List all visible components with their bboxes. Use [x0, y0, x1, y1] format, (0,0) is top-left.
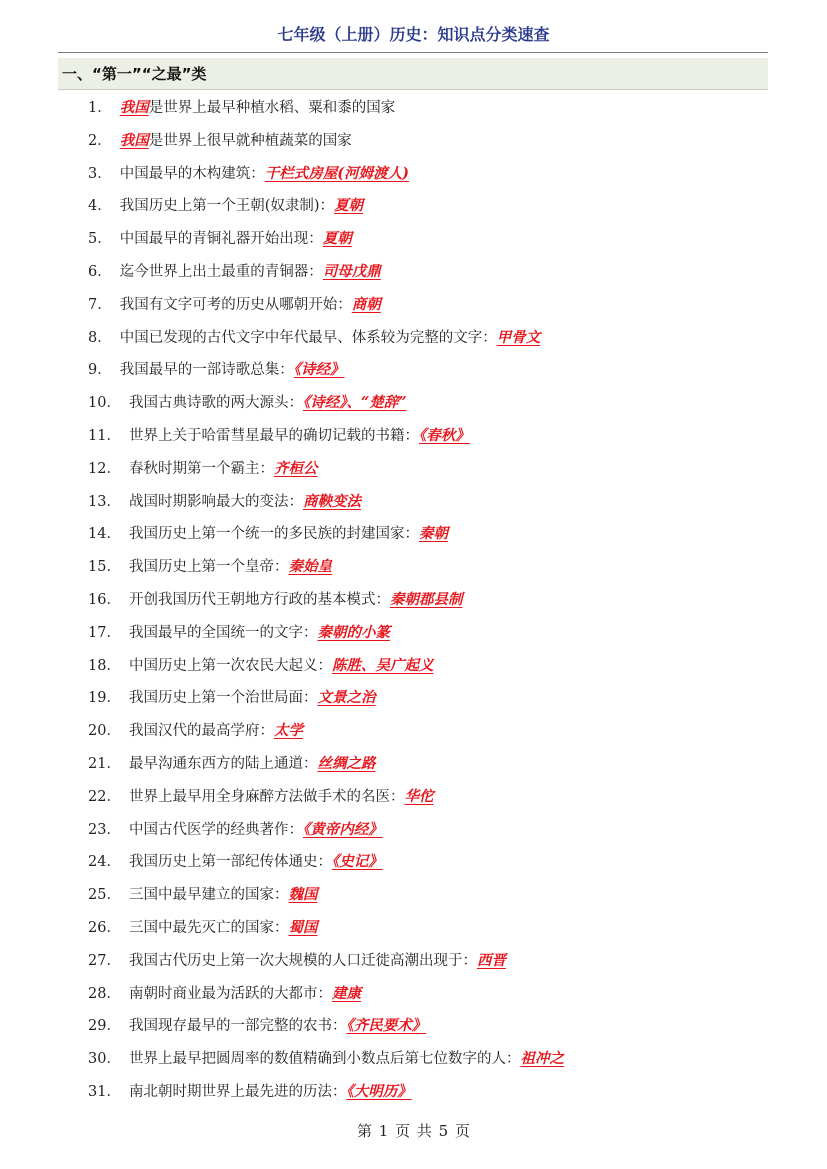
item-answer: 陈胜、吴广起义 — [331, 656, 434, 674]
list-item — [88, 190, 778, 223]
item-answer: 西晋 — [476, 951, 506, 969]
item-answer: 司母戊鼎 — [322, 262, 381, 280]
item-number: 8． — [88, 329, 112, 346]
list-item — [88, 518, 778, 551]
item-question: 世界上最早把圆周率的数值精确到小数点后第七位数字的人： — [128, 1051, 521, 1068]
page-title: 七年级（上册）历史：知识点分类速查 — [277, 25, 550, 44]
list-item — [88, 92, 778, 125]
item-answer: 夏朝 — [322, 230, 352, 248]
item-text: 是世界上最早种植水稻、粟和黍的国家 — [148, 100, 396, 116]
item-number: 26． — [88, 919, 121, 936]
item-number: 17． — [88, 624, 121, 641]
item-number: 20． — [88, 723, 121, 740]
list-item — [88, 256, 778, 289]
item-number: 31． — [88, 1083, 121, 1100]
list-item — [88, 879, 778, 912]
list-item — [88, 420, 778, 453]
item-number: 19． — [88, 690, 121, 707]
item-answer: 《史记》 — [331, 853, 383, 871]
item-question: 中国历史上第一次农民大起义： — [128, 657, 332, 674]
item-answer: 齐桓公 — [273, 459, 318, 477]
item-number: 11． — [88, 427, 121, 444]
item-answer: 《大明历》 — [346, 1082, 412, 1100]
item-number: 13． — [88, 493, 121, 510]
item-question: 三国中最早建立的国家： — [128, 887, 289, 904]
list-item — [88, 650, 778, 683]
list-item — [88, 781, 778, 814]
list-item — [88, 715, 778, 748]
list-item — [88, 846, 778, 879]
list-item — [88, 551, 778, 584]
item-answer: 秦始皇 — [288, 558, 332, 576]
page-number: 第 1 页 共 5 页 — [357, 1122, 470, 1140]
item-number: 18． — [88, 657, 121, 674]
list-item — [88, 584, 778, 617]
item-answer: 蜀国 — [288, 918, 318, 936]
item-answer: 华佗 — [404, 787, 434, 805]
item-number: 4． — [88, 198, 112, 215]
item-question: 中国古代医学的经典著作： — [128, 821, 303, 838]
item-question: 中国已发现的古代文字中年代最早、体系较为完整的文字： — [119, 329, 497, 346]
item-number: 14． — [88, 526, 121, 543]
item-question: 开创我国历代王朝地方行政的基本模式： — [128, 591, 390, 608]
list-item — [88, 453, 778, 486]
item-answer: 建康 — [331, 984, 361, 1002]
item-number: 21． — [88, 755, 121, 772]
item-question: 迄今世界上出土最重的青铜器： — [119, 263, 323, 280]
item-number: 22． — [88, 788, 121, 805]
item-question: 我国最早的一部诗歌总集： — [119, 362, 294, 379]
item-question: 我国历史上第一个治世局面： — [128, 690, 318, 707]
item-number: 24． — [88, 854, 121, 871]
list-item — [88, 158, 778, 191]
list-item — [88, 223, 778, 256]
fact-list — [88, 92, 778, 1109]
list-item — [88, 486, 778, 519]
item-question: 世界上关于哈雷彗星最早的确切记载的书籍： — [128, 427, 419, 444]
item-number: 6． — [88, 263, 112, 280]
item-answer: 干栏式房屋(河姆渡人) — [264, 164, 409, 182]
item-question: 我国历史上第一个皇帝： — [128, 559, 289, 576]
item-question: 我国历史上第一部纪传体通史： — [128, 854, 332, 871]
section-heading: 一、“第一”“之最”类 — [58, 58, 768, 90]
list-item — [88, 322, 778, 355]
list-item — [88, 912, 778, 945]
list-item — [88, 978, 778, 1011]
list-item — [88, 354, 778, 387]
item-answer: 夏朝 — [334, 197, 364, 215]
item-answer: 祖冲之 — [520, 1050, 564, 1068]
item-number: 30． — [88, 1051, 121, 1068]
item-question: 我国古代历史上第一次大规模的人口迁徙高潮出现于： — [128, 952, 477, 969]
item-number: 10． — [88, 395, 121, 412]
item-question: 南朝时商业最为活跃的大都市： — [128, 985, 332, 1002]
item-answer: 秦朝的小篆 — [317, 623, 390, 641]
item-number: 28． — [88, 985, 121, 1002]
list-item — [88, 125, 778, 158]
item-number: 7． — [88, 296, 112, 313]
item-question: 我国最早的全国统一的文字： — [128, 624, 318, 641]
item-number: 23． — [88, 821, 121, 838]
item-answer: 秦朝郡县制 — [389, 590, 463, 608]
list-item — [88, 748, 778, 781]
list-item — [88, 1010, 778, 1043]
item-answer: 丝绸之路 — [317, 754, 376, 772]
item-question: 我国有文字可考的历史从哪朝开始： — [119, 296, 352, 313]
item-question: 我国古典诗歌的两大源头： — [128, 395, 303, 412]
item-question: 南北朝时期世界上最先进的历法： — [128, 1083, 347, 1100]
list-item — [88, 289, 778, 322]
item-number: 9． — [88, 362, 112, 379]
item-number: 27． — [88, 952, 121, 969]
item-question: 我国汉代的最高学府： — [128, 723, 274, 740]
list-item — [88, 945, 778, 978]
item-number: 16． — [88, 591, 121, 608]
item-number: 3． — [88, 165, 112, 182]
item-question: 春秋时期第一个霸主： — [128, 460, 274, 477]
item-answer: 商朝 — [351, 295, 381, 313]
item-answer: 《黄帝内经》 — [302, 820, 383, 838]
item-question: 三国中最先灭亡的国家： — [128, 919, 289, 936]
item-number: 15． — [88, 559, 121, 576]
item-number: 12． — [88, 460, 121, 477]
list-item — [88, 1043, 778, 1076]
list-item — [88, 617, 778, 650]
item-number: 1． — [88, 100, 112, 116]
list-item — [88, 682, 778, 715]
item-answer: 《春秋》 — [418, 426, 470, 444]
item-number: 2． — [88, 132, 112, 149]
item-answer: 我国 — [119, 99, 149, 116]
item-answer: 《诗经》 — [293, 361, 345, 379]
item-answer: 秦朝 — [418, 525, 448, 543]
item-question: 中国最早的木构建筑： — [119, 165, 265, 182]
item-number: 5． — [88, 231, 112, 248]
item-text: 是世界上很早就种植蔬菜的国家 — [148, 132, 352, 149]
title-divider — [58, 52, 768, 53]
item-number: 25． — [88, 887, 121, 904]
item-question: 中国最早的青铜礼器开始出现： — [119, 231, 323, 248]
item-answer: 甲骨文 — [496, 328, 541, 346]
item-answer: 商鞅变法 — [302, 492, 361, 510]
item-question: 我国历史上第一个王朝(奴隶制)： — [119, 198, 335, 215]
item-question: 我国历史上第一个统一的多民族的封建国家： — [128, 526, 419, 543]
item-question: 战国时期影响最大的变法： — [128, 493, 303, 510]
list-item — [88, 1076, 778, 1109]
item-question: 我国现存最早的一部完整的农书： — [128, 1018, 347, 1035]
item-answer: 魏国 — [288, 886, 318, 904]
item-number: 29． — [88, 1018, 121, 1035]
list-item — [88, 387, 778, 420]
item-answer: 文景之治 — [317, 689, 376, 707]
item-answer: 我国 — [119, 131, 149, 149]
item-answer: 《齐民要术》 — [346, 1017, 427, 1035]
item-question: 世界上最早用全身麻醉方法做手术的名医： — [128, 788, 405, 805]
item-question: 最早沟通东西方的陆上通道： — [128, 755, 318, 772]
item-answer: 《诗经》、“楚辞” — [302, 394, 407, 412]
item-answer: 太学 — [273, 722, 303, 740]
list-item — [88, 814, 778, 847]
